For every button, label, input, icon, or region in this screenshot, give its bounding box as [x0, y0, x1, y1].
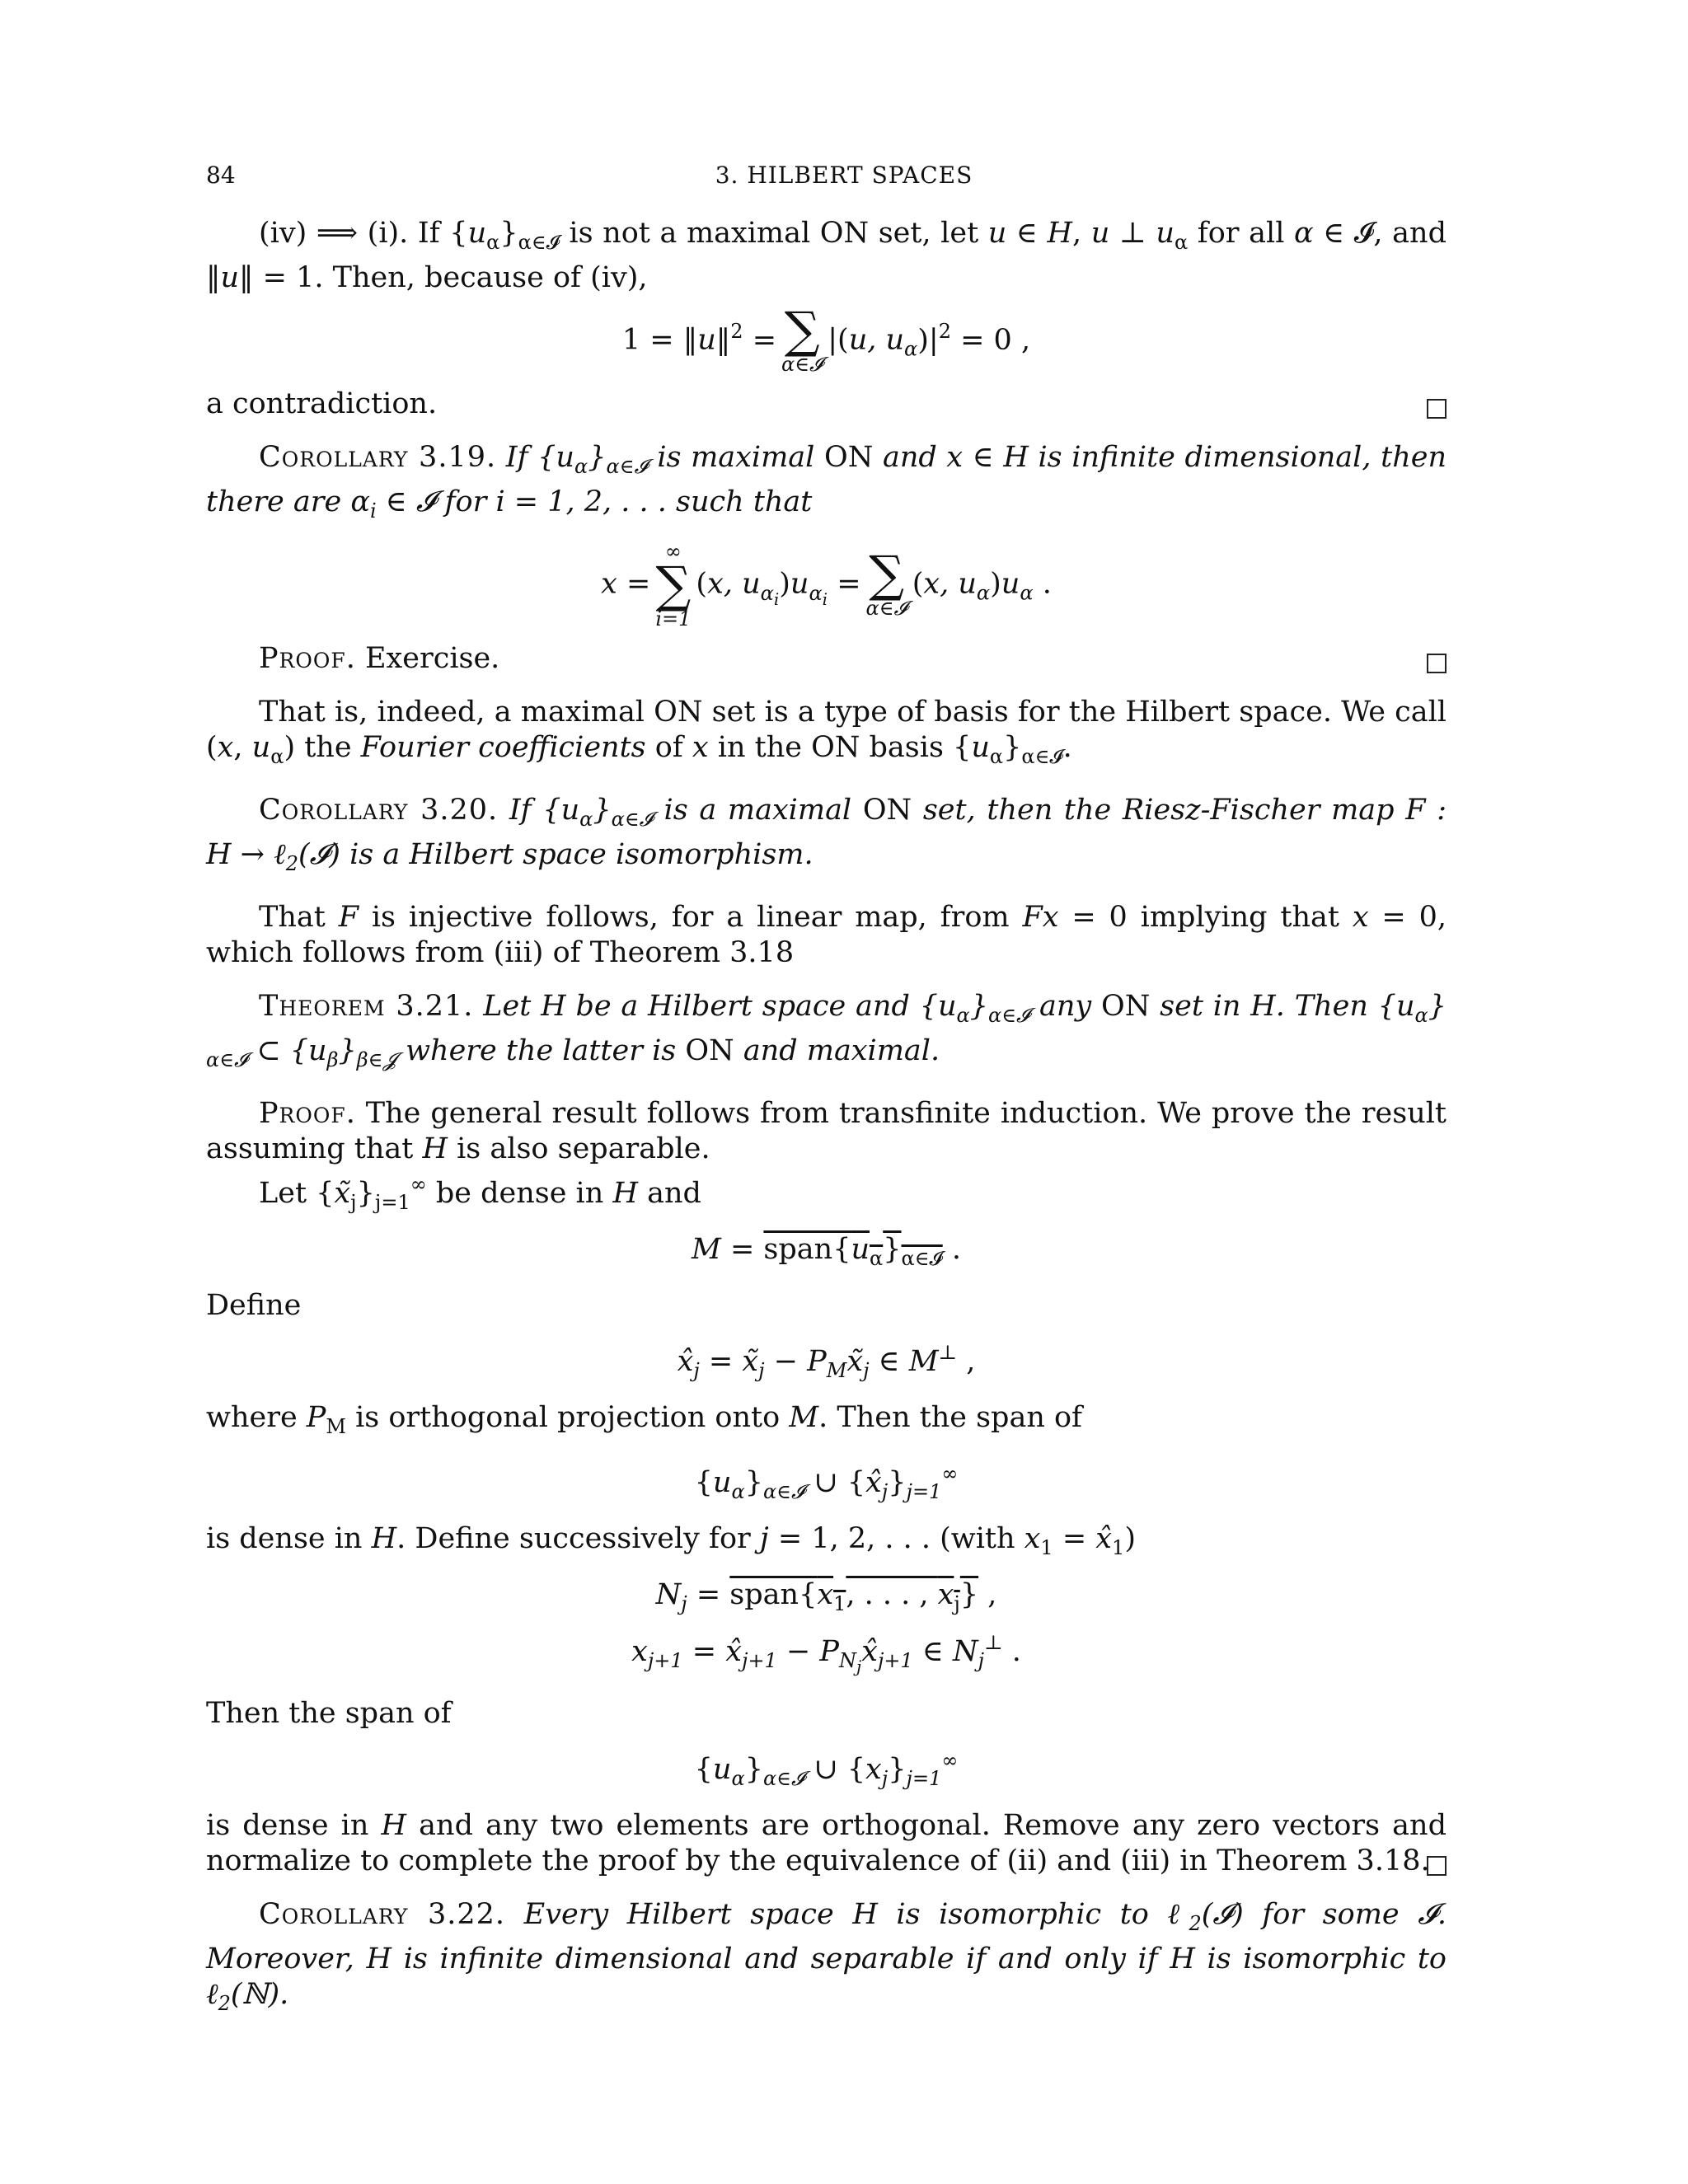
equation-N: $N_j$ = $span\{x_1$, . . . , $x_j$} ,: [655, 1578, 997, 1615]
paragraph-fourier-coefficients: That is, indeed, a maximal ON set is a type of basis for the Hilbert space. We call (x, $u_\alpha$) the Fourier coefficients of x in the ON basis $\{u_\alpha\}_{\alpha\in 𝓘}$.: [206, 696, 1447, 768]
corollary-label: Corollary 3.20.: [259, 794, 499, 827]
equation-norm-contradiction: 1 = ‖u‖$^2$ = ∑ α∈𝓘 |(u, $u_\alpha)|^2 = 0$ ,: [621, 302, 1031, 376]
running-title: 3. HILBERT SPACES: [715, 162, 973, 189]
paragraph-injective: That F is injective follows, for a linear map, from Fx = 0 implying that x = 0, which follows from (iii) of Theorem 3.18: [206, 901, 1447, 969]
paragraph-span-of: Then the span of: [206, 1696, 452, 1730]
qed-box-icon: [1427, 1856, 1447, 1876]
page-body: [206, 216, 1447, 2022]
paragraph-successive: is dense in H. Define successively for j = 1, 2, . . . (with $x_1$ = $x̂_1$): [206, 1522, 1136, 1559]
corollary-3-22: Corollary 3.22. Every Hilbert space H is isomorphic to ℓ$_2$(𝓘) for some 𝓘. Moreover, H is infinite dimensional and separable if and only if H is isomorphic to ℓ$_2$(ℕ).: [206, 1897, 1447, 2015]
paragraph-orthogonal-conclusion: is dense in H and any two elements are orthogonal. Remove any zero vectors and normalize to complete the proof by the equivalence of (ii) and (iii) in Theorem 3.18.: [206, 1808, 1447, 1877]
equation-x-hat: $x̂_j$ = $x̃_j$ − $P_Mx̃_j$ ∈ M⊥ ,: [677, 1341, 976, 1382]
proof-3-19: Proof. Exercise.: [206, 641, 1447, 677]
paragraph-projection: where $P_M$ is orthogonal projection onto M. Then the span of: [206, 1401, 1083, 1438]
equation-M: $M = span\{u_\alpha\}_{\alpha\in 𝓘}$ .: [692, 1233, 961, 1270]
define-label: Define: [206, 1289, 302, 1322]
proof-3-21-intro: Proof. The general result follows from transfinite induction. We prove the result assuming that H is also separable.: [206, 1097, 1447, 1165]
proof-3-21-dense: Let $\{x̃_j\}_{j=1}^\infty$ be dense in H and: [259, 1173, 701, 1214]
proof-label: Proof.: [259, 642, 356, 675]
corollary-label: Corollary 3.22.: [259, 1897, 506, 1931]
equation-x-next: $x_{j+1}$ = $x̂_{j+1}$ − $P_{N_j}x̂_{j+1}$ ∈ $N_j^\perp$ .: [631, 1631, 1021, 1676]
proof-label: Proof.: [259, 1097, 356, 1130]
running-header: [206, 162, 1482, 194]
equation-fourier-expansion: x = ∞ ∑ i=1 (x, $u_{\alpha_i})u_{\alpha_i}$ = ∑ α∈𝓘 (x, $u_\alpha)u_\alpha$ .: [601, 540, 1052, 630]
proof-tail-intro: (iv) ⟹ (i). If $\{u_\alpha\}_{\alpha\in 𝓘}$ is not a maximal ON set, let u ∈ H, u ⊥ $u_\alpha$ for all α ∈ 𝓘, and ‖u‖ = 1. Then, because of (iv),: [206, 217, 1447, 294]
corollary-label: Corollary 3.19.: [259, 441, 497, 474]
equation-union-1: $\{u_\alpha\}_{\alpha\in 𝓘}$ ∪ $\{x̂_j\}_{j=1}^\infty$: [694, 1462, 959, 1503]
qed-box-icon: [1427, 654, 1447, 673]
page-number: 84: [206, 162, 236, 189]
corollary-3-19: Corollary 3.19. If $\{u_\alpha\}_{\alpha\in 𝓘}$ is maximal ON and x ∈ H is infinite dimensional, then there are $\alpha_i$ ∈ 𝓘 for i = 1, 2, . . . such that: [206, 441, 1447, 523]
theorem-3-21: Theorem 3.21. Let H be a Hilbert space and $\{u_\alpha\}_{\alpha\in 𝓘}$ any ON set in H. Then $\{u_\alpha\}_{\alpha\in 𝓘}$ ⊂ $\{u_\beta\}_{\beta\in 𝓙}$ where the latter is ON and maximal.: [206, 990, 1447, 1071]
proof-tail-end: a contradiction.: [206, 387, 1447, 422]
qed-box-icon: [1427, 399, 1447, 419]
equation-union-2: $\{u_\alpha\}_{\alpha\in 𝓘}$ ∪ $\{x_j\}_{j=1}^\infty$: [694, 1748, 959, 1790]
corollary-3-20: Corollary 3.20. If $\{u_\alpha\}_{\alpha\in 𝓘}$ is a maximal ON set, then the Riesz-Fischer map F : H → ℓ$_2$(𝓘) is a Hilbert space isomorphism.: [206, 794, 1447, 875]
theorem-label: Theorem 3.21.: [259, 990, 474, 1023]
